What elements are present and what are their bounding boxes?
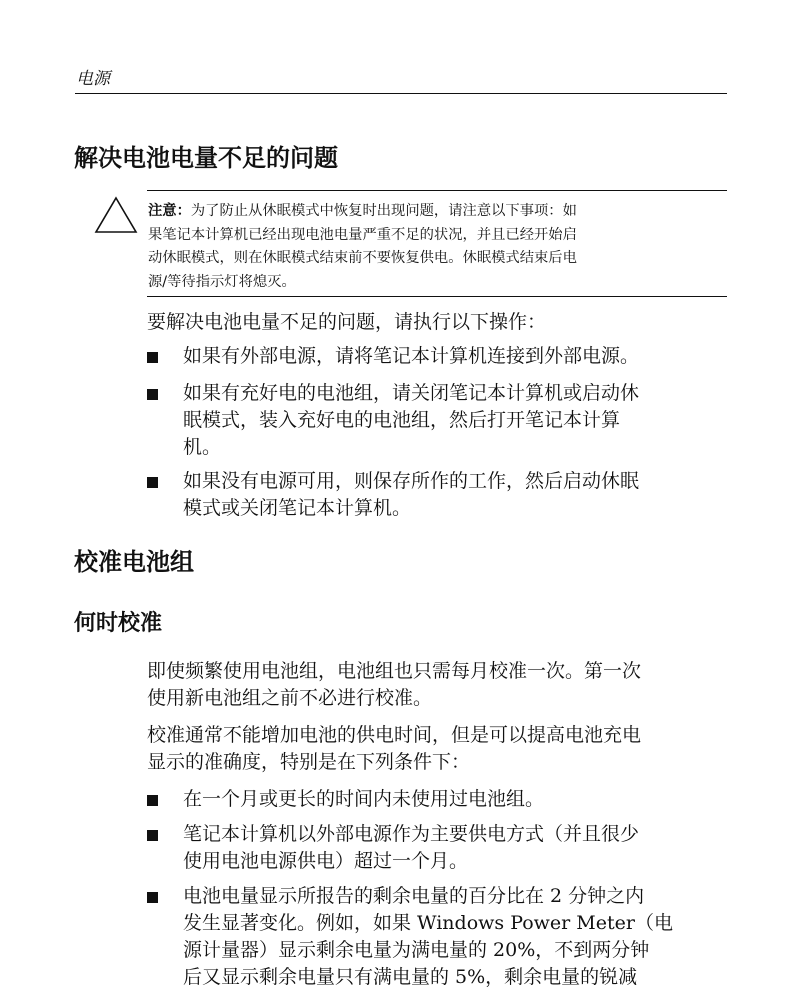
list-item-text: 在一个月或更长的时间内未使用过电池组。 — [183, 788, 545, 810]
note-label: 注意： — [148, 203, 191, 219]
square-bullet-icon — [147, 477, 158, 488]
paragraph: 即使频繁使用电池组，电池组也只需每月校准一次。第一次 使用新电池组之前不必进行校准。 — [147, 660, 642, 709]
note-line: 源/等待指示灯将熄灭。 — [148, 273, 296, 290]
note-bottom-rule — [147, 296, 727, 297]
running-header: 电源 — [76, 69, 110, 89]
caution-triangle-icon — [94, 196, 138, 234]
section-title-low-battery: 解决电池电量不足的问题 — [74, 144, 338, 172]
list-item-text: 笔记本计算机以外部电源作为主要供电方式（并且很少 使用电池电源供电）超过一个月。 — [183, 823, 640, 872]
note-line — [148, 200, 708, 224]
intro-paragraph: 要解决电池电量不足的问题，请执行以下操作： — [147, 311, 547, 333]
caution-note — [148, 200, 708, 294]
list-item-text: 如果没有电源可用，则保存所作的工作，然后启动休眠 模式或关闭笔记本计算机。 — [183, 470, 640, 519]
list-item-text: 如果有充好电的电池组，请关闭笔记本计算机或启动休 眠模式，装入充好电的电池组，然后打开笔记本计算 机。 — [183, 382, 640, 458]
list-item-text: 电池电量显示所报告的剩余电量的百分比在 2 分钟之内 发生显著变化。例如，如果 Windows Power Meter（电 源计量器）显示剩余电量为满电量的 20%，不到两分钟 后又显示剩余电量只有满电量的 5%，剩余电量的锐减 — [183, 885, 673, 987]
section-title-calibrate: 校准电池组 — [74, 548, 194, 576]
square-bullet-icon — [147, 892, 158, 903]
square-bullet-icon — [147, 830, 158, 841]
paragraph: 校准通常不能增加电池的供电时间，但是可以提高电池充电 显示的准确度，特别是在下列条件下： — [147, 724, 642, 773]
note-line: 动休眠模式，则在休眠模式结束前不要恢复供电。休眠模式结束后电 — [148, 250, 577, 266]
note-line-text: 为了防止从休眠模式中恢复时出现问题，请注意以下事项：如 — [190, 203, 577, 219]
note-top-rule — [147, 190, 727, 191]
subsection-title-when: 何时校准 — [74, 611, 163, 636]
header-rule — [75, 93, 727, 94]
square-bullet-icon — [147, 795, 158, 806]
square-bullet-icon — [147, 352, 158, 363]
note-line: 果笔记本计算机已经出现电池电量严重不足的状况，并且已经开始启 — [148, 226, 577, 243]
square-bullet-icon — [147, 389, 158, 400]
list-item-text: 如果有外部电源，请将笔记本计算机连接到外部电源。 — [183, 345, 640, 367]
